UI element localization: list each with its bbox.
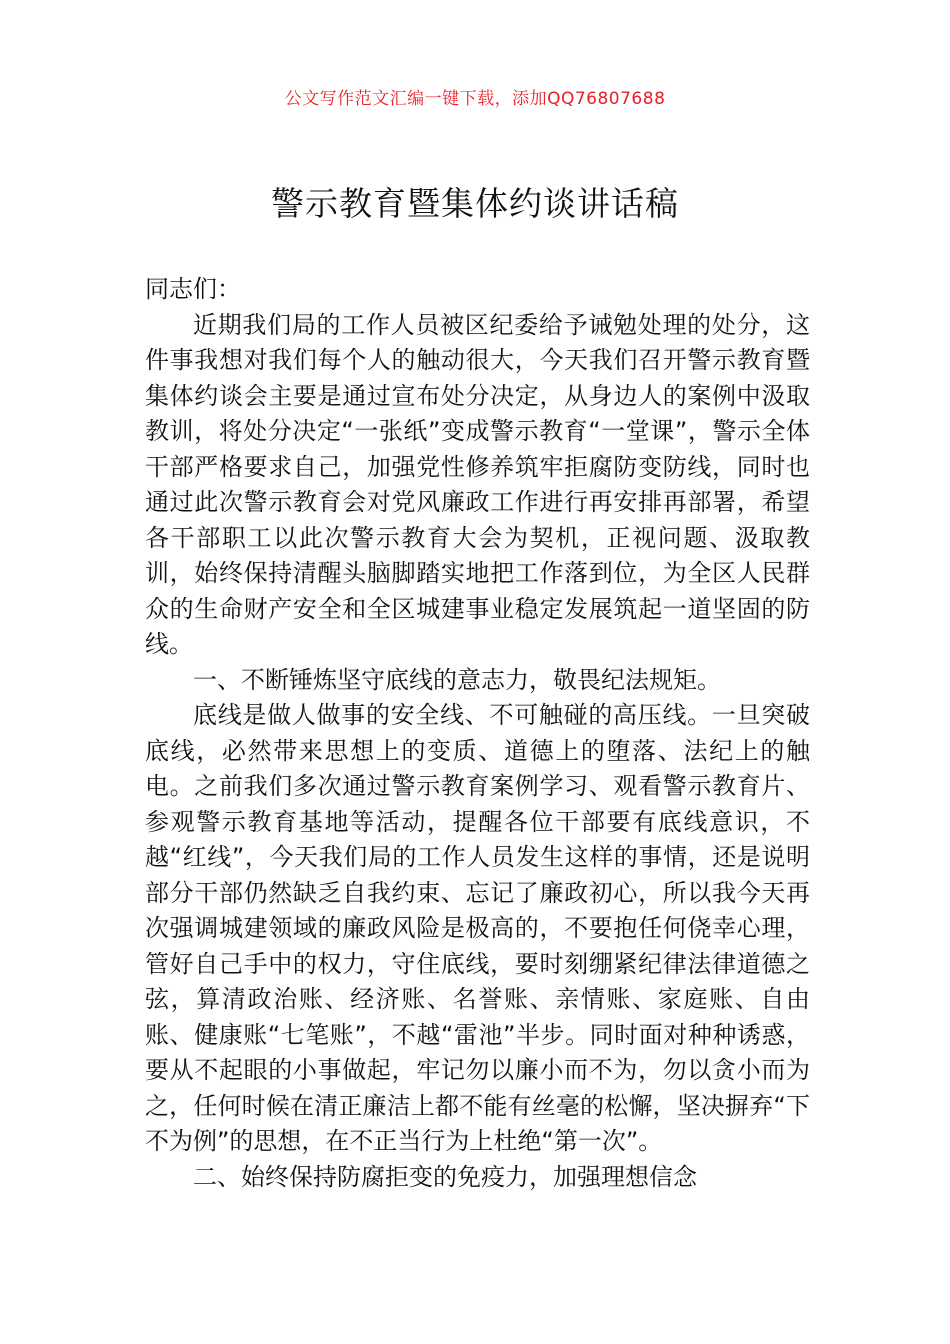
download-notice: 公文写作范文汇编一键下载，添加QQ76807688 bbox=[284, 89, 666, 109]
salutation: 同志们： bbox=[145, 275, 241, 303]
section-heading-1: 一、不断锤炼坚守底线的意志力，敬畏纪法规矩。 bbox=[193, 665, 721, 694]
document-body bbox=[145, 272, 810, 1195]
section-heading-2: 二、始终保持防腐拒变的免疫力，加强理想信念 bbox=[193, 1162, 697, 1191]
document-title: 警示教育暨集体约谈讲话稿 bbox=[271, 184, 679, 223]
paragraph-section-1: 底线是做人做事的安全线、不可触碰的高压线。一旦突破底线，必然带来思想上的变质、道德上的堕落、法纪上的触电。之前我们多次通过警示教育案例学习、观看警示教育片、参观警示教育基地等活动，提醒各位干部要有底线意识，不越“红线”，今天我们局的工作人员发生这样的事情，还是说明部分干部仍然缺乏自我约束、忘记了廉政初心，所以我今天再次强调城建领域的廉政风险是极高的，不要抱任何侥幸心理，管好自己手中的权力，守住底线，要时刻绷紧纪律法律道德之弦，算清政治账、经济账、名誉账、亲情账、家庭账、自由账、健康账“七笔账”，不越“雷池”半步。同时面对种种诱惑，要从不起眼的小事做起，牢记勿以廉小而不为，勿以贪小而为之，任何时候在清正廉洁上都不能有丝毫的松懈，坚决摒弃“下不为例”的思想，在不正当行为上杜绝“第一次”。 bbox=[145, 701, 810, 1155]
paragraph-intro: 近期我们局的工作人员被区纪委给予诫勉处理的处分，这件事我想对我们每个人的触动很大，今天我们召开警示教育暨集体约谈会主要是通过宣布处分决定，从身边人的案例中汲取教训，将处分决定“一张纸”变成警示教育“一堂课”，警示全体干部严格要求自己，加强党性修养筑牢拒腐防变防线，同时也通过此次警示教育会对党风廉政工作进行再安排再部署，希望各干部职工以此次警示教育大会为契机，正视问题、汲取教训，始终保持清醒头脑脚踏实地把工作落到位，为全区人民群众的生命财产安全和全区城建事业稳定发展筑起一道坚固的防线。 bbox=[145, 310, 810, 658]
